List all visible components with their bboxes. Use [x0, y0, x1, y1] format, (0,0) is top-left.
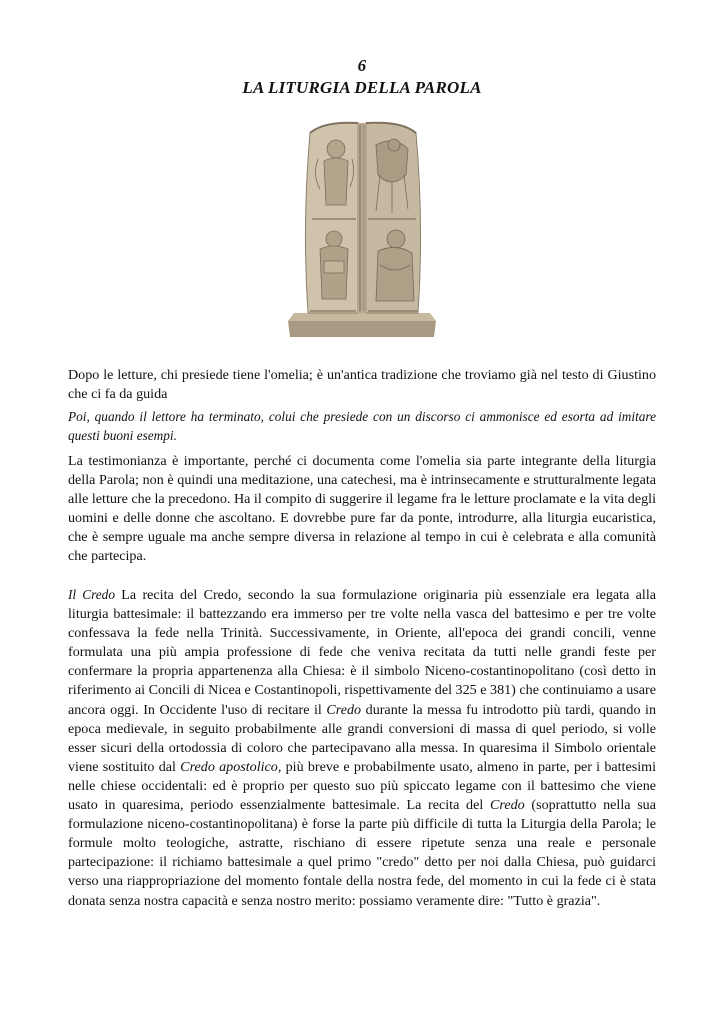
- chapter-number: 6: [357, 56, 367, 75]
- credo-italic-2: Credo apostolico,: [180, 758, 282, 775]
- paragraph-testimony-text: La testimonianza è importante, perché ci documenta come l'omelia sia parte integrante della liturgia della Parola; non è quindi una meditazione, una catechesi, ma è intrinsecamente e strutturalmente legata alle letture che la precedono. Ha il compito di suggerire il legame fra le letture proclamate e la vita degli uomini e delle donne che ascoltano. E dovrebbe pure far da ponte, introdurre, alla liturgia eucaristica, che è sempre uguale ma anche sempre diversa in relazione al tempo in cui è celebrata e alla comunità che partecipa.: [68, 453, 656, 565]
- credo-text-2: durante la messa fu introdotto più tardi, quando in epoca medievale, in seguito probabilmente alle grandi conversioni di massa di quel periodo, si volle esser sicuri della ortodossia di coloro che partecipavano alla messa. In quaresima il Simbolo orientale viene sostituito dal: [68, 701, 656, 775]
- paragraph-quote: [68, 408, 656, 445]
- credo-italic-3: Credo: [489, 797, 525, 814]
- paragraph-testimony: [68, 452, 656, 567]
- paragraph-quote-text: Poi, quando il lettore ha terminato, colui che presiede con un discorso ci ammonisce ed esorta ad imitare questi buoni esempi.: [68, 409, 656, 443]
- paragraph-credo-text: [68, 585, 656, 911]
- chapter-title: LA LITURGIA DELLA PAROLA: [242, 78, 482, 97]
- credo-text-4: (soprattutto nella sua formulazione niceno-costantinopolitana) è forse la parte più difficile di tutta la Liturgia della Parola; le formule molto teologiche, astratte, rischiano di essere ripetute senza una reale e personale partecipazione: il richiamo battesimale a quel primo "credo" detto per noi dalla Chiesa, può guidarci verso una riappropriazione del momento fontale della nostra fede, del momento in cui la fede ci è stata donata senza nostra capacità e senza nostro merito: possiamo veramente dire: "Tutto è grazia".: [68, 797, 656, 909]
- paragraph-intro-text: Dopo le letture, chi presiede tiene l'omelia; è un'antica tradizione che troviamo già nel testo di Giustino che ci fa da guida: [68, 367, 656, 403]
- ambo-base-top: [288, 313, 436, 321]
- ambo-sculpture-image: [284, 115, 440, 339]
- ambo-column: [357, 123, 367, 313]
- credo-lead: Il Credo: [68, 587, 115, 602]
- paragraph-credo: [68, 585, 656, 911]
- credo-italic-1: Credo: [326, 701, 362, 718]
- ambo-base: [288, 321, 436, 337]
- credo-text-1: La recita del Credo, secondo la sua formulazione originaria più essenziale era legata alla liturgia battesimale: il battezzando era immerso per tre volte nella vasca del battesimo e per tre volte confessava la fede nella Trinità. Successivamente, in Oriente, all'epoca dei grandi concili, venne formulata una più ampia professione di fede che veniva recitata da tutti nelle grandi feste per confermare la propria appartenenza alla Chiesa: è il simbolo Niceno-costantinopolitano (così detto in riferimento ai Concili di Nicea e Costantinopoli, rispettivamente del 325 e 381) che continuiamo a usare ancora oggi. In Occidente l'uso di recitare il: [68, 587, 656, 718]
- paragraph-intro: [68, 366, 656, 404]
- credo-text-3: più breve e probabilmente usato, almeno in parte, per i battesimi nelle chiese occidentali: ed è proprio per questo suo più spiccato legame con il battesimo che viene usato in quaresima, periodo essenzialmente battesimale. La recita del: [68, 758, 657, 814]
